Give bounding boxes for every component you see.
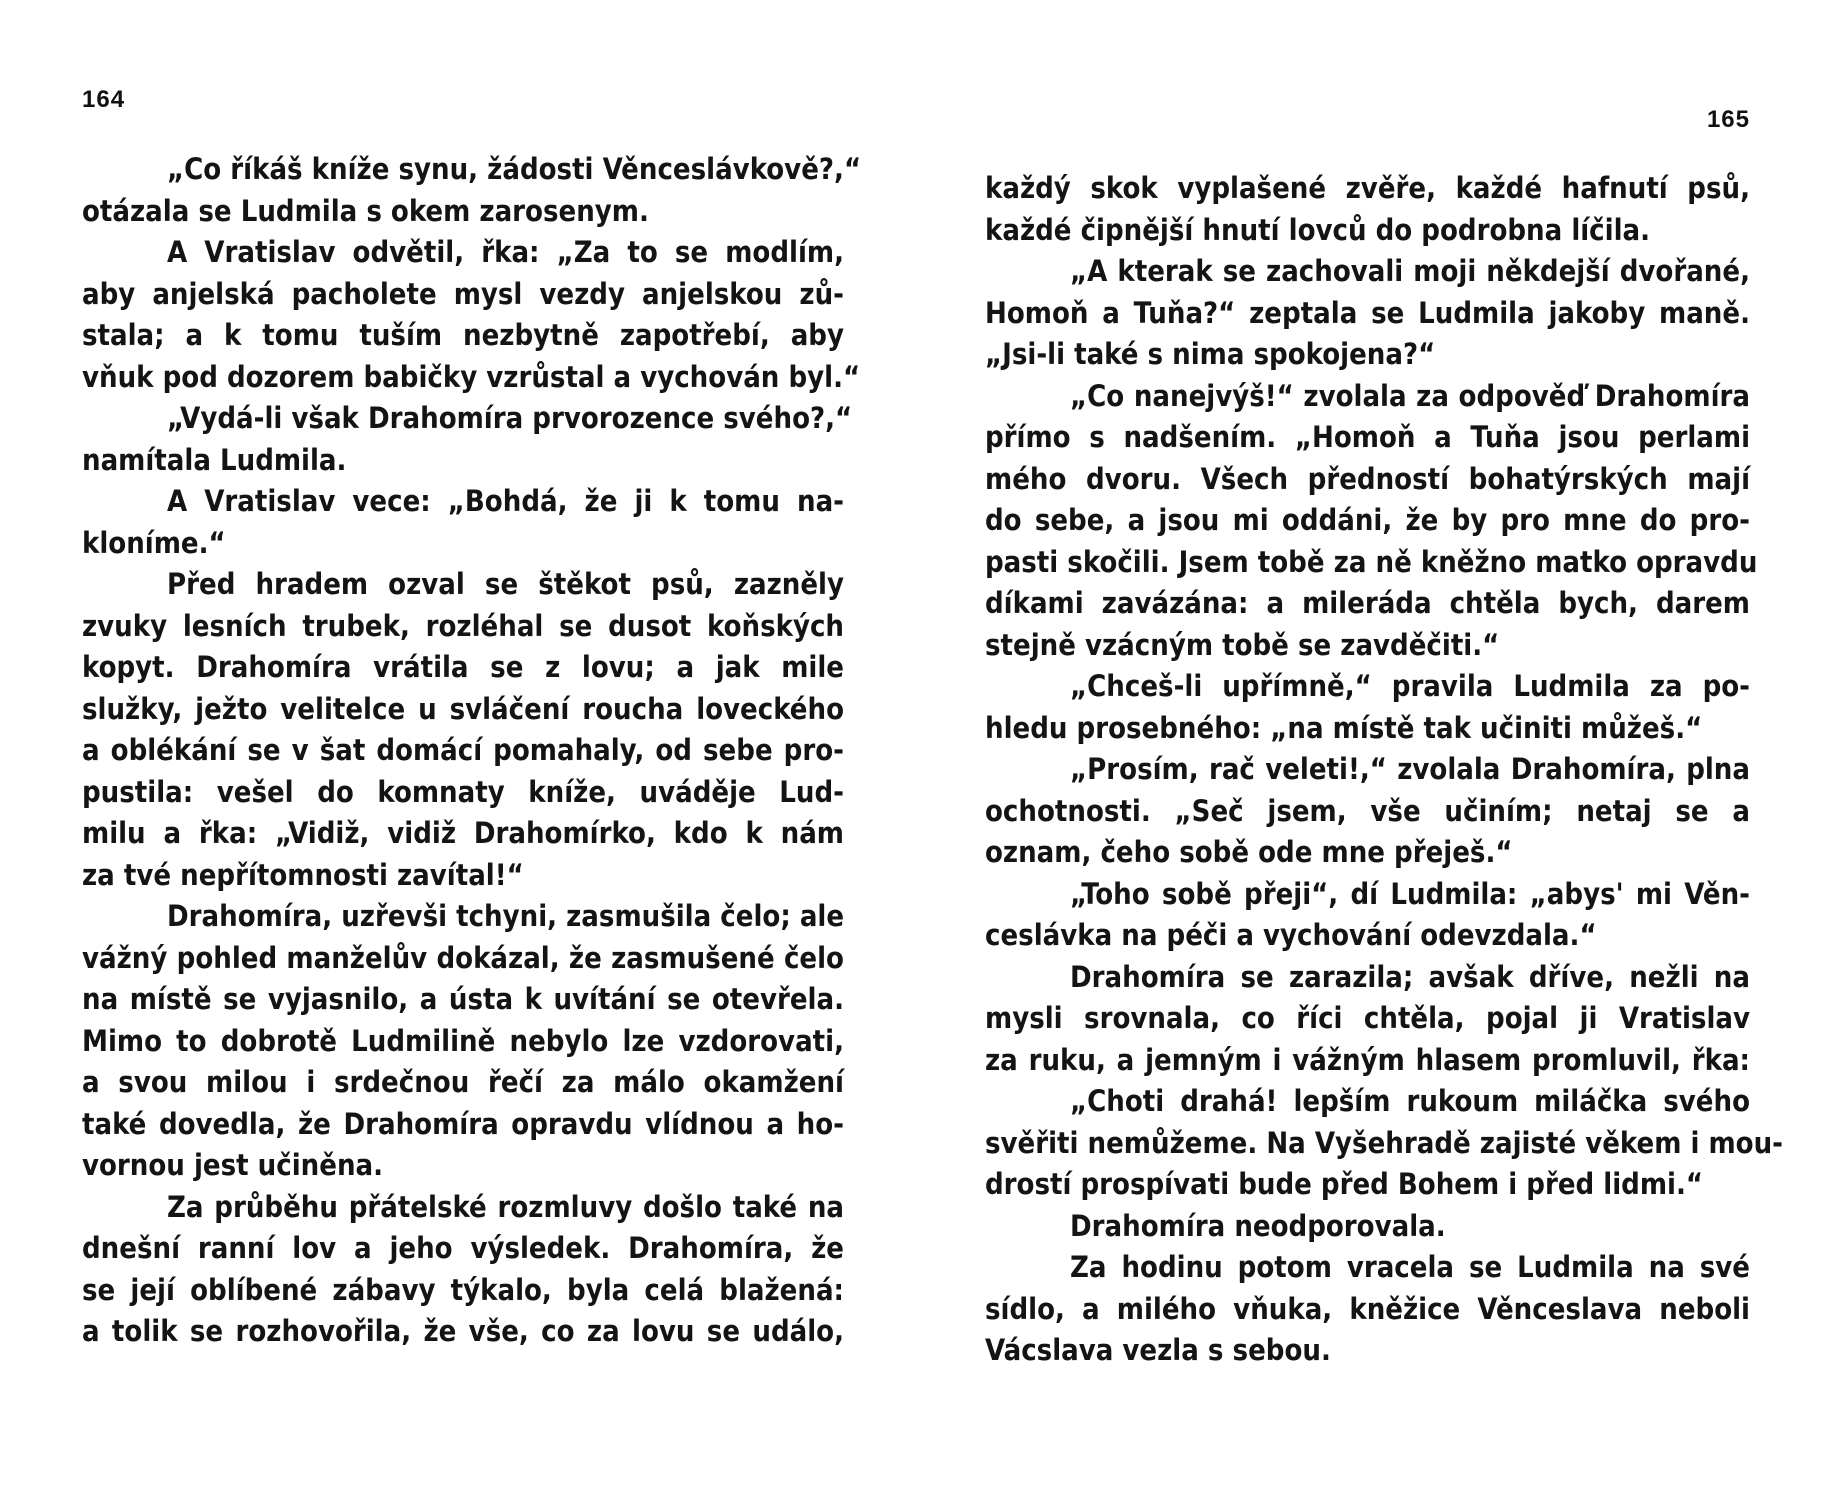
text-line: také dovedla, že Drahomíra opravdu vlídnou a ho- xyxy=(82,1106,844,1141)
text-line: za ruku, a jemným i vážným hlasem promluvil, řka: xyxy=(985,1042,1750,1077)
text-line: každý skok vyplašené zvěře, každé hafnutí psů, xyxy=(985,171,1750,205)
text-line: a svou milou i srdečnou řečí za málo okamžení xyxy=(82,1065,844,1099)
text-line: Drahomíra neodporovala. xyxy=(1070,1208,1446,1243)
text-line: A Vratislav odvětil, řka: „Za to se modlím, xyxy=(167,235,844,269)
text-line: na místě se vyjasnilo, a ústa k uvítání se otevřela. xyxy=(82,982,844,1016)
text-line: vornou jest učiněna. xyxy=(82,1148,384,1182)
text-line: zvuky lesních trubek, rozléhal se dusot koňských xyxy=(82,608,844,643)
text-line: Za průběhu přátelské rozmluvy došlo také na xyxy=(167,1189,844,1224)
text-line: se její oblíbené zábavy týkalo, byla celá blažená: xyxy=(82,1272,844,1307)
text-line: namítala Ludmila. xyxy=(82,442,347,477)
text-line: „Choti drahá! lepším rukoum miláčka svého xyxy=(1070,1084,1750,1118)
text-line: vážný pohled manželův dokázal, že zasmušené čelo xyxy=(82,940,844,975)
text-line: ochotnosti. „Seč jsem, vše učiním; netaj se a xyxy=(985,793,1750,828)
text-line: stejně vzácným tobě se zavděčiti.“ xyxy=(985,627,1500,662)
text-line: Homoň a Tuňa?“ zeptala se Ludmila jakoby maně. xyxy=(985,295,1750,330)
text-line: stala; a k tomu tuším nezbytně zapotřebí, aby xyxy=(82,318,844,352)
page-number-left: 164 xyxy=(82,86,126,113)
text-line: drostí prospívati bude před Bohem i před lidmi.“ xyxy=(985,1167,1704,1201)
text-line: milu a řka: „Vidiž, vidiž Drahomírko, kdo k nám xyxy=(82,816,844,850)
text-line: za tvé nepřítomnosti zavítal!“ xyxy=(82,857,524,892)
text-line: díkami zavázána: a mileráda chtěla bych, darem xyxy=(985,586,1750,620)
text-line: kopyt. Drahomíra vrátila se z lovu; a jak mile xyxy=(82,650,844,684)
text-line: Mimo to dobrotě Ludmilině nebylo lze vzdorovati, xyxy=(82,1023,844,1058)
text-line: Drahomíra se zarazila; avšak dříve, nežli na xyxy=(1070,959,1750,994)
text-line: ceslávka na péči a vychování odevzdala.“ xyxy=(985,918,1597,952)
text-line: svěřiti nemůžeme. Na Vyšehradě zajisté věkem i mou- xyxy=(985,1125,1783,1160)
text-line: „A kterak se zachovali moji někdejší dvořané, xyxy=(1070,254,1750,288)
text-line: služky, ježto velitelce u svláčení roucha loveckého xyxy=(82,691,844,726)
text-line: „Jsi-li také s nima spokojena?“ xyxy=(985,337,1436,371)
text-line: pasti skočili. Jsem tobě za ně kněžno matko opravdu xyxy=(985,544,1758,579)
text-line: aby anjelská pacholete mysl vezdy anjelskou zů- xyxy=(82,276,844,311)
text-line: Před hradem ozval se štěkot psů, zazněly xyxy=(167,567,844,601)
text-line: přímo s nadšením. „Homoň a Tuňa jsou perlami xyxy=(985,420,1750,454)
text-line: otázala se Ludmila s okem zarosenym. xyxy=(82,193,649,228)
text-line: „Co říkáš kníže synu, žádosti Věnceslávkově?,“ xyxy=(167,152,862,186)
text-line: „Prosím, rač veleti!,“ zvolala Drahomíra, plna xyxy=(1070,752,1750,786)
text-line: mého dvoru. Všech předností bohatýrských mají xyxy=(985,461,1750,496)
text-line: oznam, čeho sobě ode mne přeješ.“ xyxy=(985,835,1513,869)
text-line: mysli srovnala, co říci chtěla, pojal ji Vratislav xyxy=(985,1001,1750,1035)
text-line: „Toho sobě přeji“, dí Ludmila: „abys' mi Věn- xyxy=(1070,876,1750,911)
text-line: sídlo, a milého vňuka, kněžice Věnceslava neboli xyxy=(985,1291,1750,1326)
text-line: dnešní ranní lov a jeho výsledek. Drahomíra, že xyxy=(82,1231,844,1265)
right-page-text xyxy=(985,168,1783,1372)
text-line: „Chceš-li upřímně,“ pravila Ludmila za po- xyxy=(1070,669,1750,703)
text-line: pustila: vešel do komnaty kníže, uváděje Lud- xyxy=(82,774,844,809)
text-line: do sebe, a jsou mi oddáni, že by pro mne do pro- xyxy=(985,503,1750,537)
text-line: každé čipnější hnutí lovců do podrobna líčila. xyxy=(985,212,1651,247)
text-line: hledu prosebného: „na místě tak učiniti můžeš.“ xyxy=(985,710,1703,745)
text-line: a oblékání se v šat domácí pomahaly, od sebe pro- xyxy=(82,733,844,767)
text-line: Za hodinu potom vracela se Ludmila na své xyxy=(1070,1250,1750,1284)
text-line: „Co nanejvýš!“ zvolala za odpověď Drahomíra xyxy=(1070,378,1750,413)
page-number-right: 165 xyxy=(1706,106,1750,133)
text-line: vňuk pod dozorem babičky vzrůstal a vychován byl.“ xyxy=(82,359,861,394)
text-line: kloníme.“ xyxy=(82,525,226,560)
text-line: A Vratislav vece: „Bohdá, že ji k tomu na- xyxy=(167,484,844,518)
text-line: „Vydá-li však Drahomíra prvorozence svého?,“ xyxy=(167,401,853,435)
text-line: a tolik se rozhovořila, že vše, co za lovu se událo, xyxy=(82,1314,844,1348)
left-page-text xyxy=(82,149,862,1353)
text-line: Drahomíra, uzřevši tchyni, zasmušila čelo; ale xyxy=(167,899,845,933)
text-line: Vácslava vezla s sebou. xyxy=(985,1333,1331,1367)
